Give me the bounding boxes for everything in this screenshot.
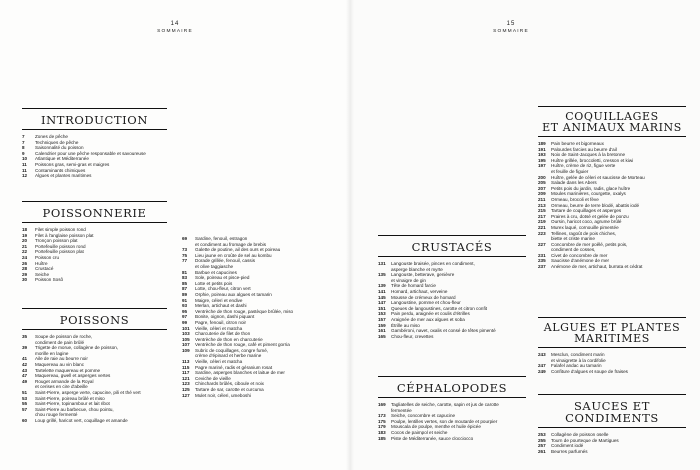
entry-title: Mouscala de poulpe, menthe et huile épicée bbox=[391, 424, 481, 430]
entry-page-number: 159 bbox=[378, 322, 386, 328]
entry-title: Rouget armande de la Royal et cerises en cire d'abeille bbox=[35, 378, 94, 390]
entry-title: Crustacé bbox=[35, 266, 54, 272]
toc-entry bbox=[22, 334, 167, 345]
entry-title: Poisson Sosô bbox=[35, 277, 64, 283]
section-title: SAUCES ET CONDIMENTS bbox=[565, 399, 659, 425]
entry-page-number: 87 bbox=[182, 286, 188, 292]
entry-title: Ventrèche de thon rouge, café et piment gorria bbox=[195, 342, 290, 348]
entry-page-number: 42 bbox=[22, 361, 28, 367]
entry-page-number: 231 bbox=[538, 252, 546, 258]
section-title: INTRODUCTION bbox=[41, 113, 148, 127]
entry-page-number: 7 bbox=[22, 134, 25, 139]
toc-entry bbox=[538, 449, 686, 455]
entry-title: Gambéroni, navet, oxalis et consé de têtes pimenté bbox=[391, 328, 496, 334]
entry-page-number: 161 bbox=[378, 328, 386, 334]
entry-title: Aile de raie au beurre noir bbox=[35, 356, 88, 362]
entry-page-number: 41 bbox=[22, 356, 28, 362]
section-rule bbox=[22, 129, 167, 130]
section-poissonnerie bbox=[22, 201, 167, 283]
left-page-header bbox=[145, 20, 205, 36]
section-poissons bbox=[22, 308, 167, 424]
entry-list bbox=[378, 402, 526, 441]
title-line: ALGUES ET PLANTES bbox=[543, 321, 681, 334]
section-crustaces bbox=[378, 235, 526, 339]
entry-title: Étrille au miso bbox=[391, 322, 420, 328]
entry-title: Maquereau au vin blanc bbox=[35, 361, 85, 367]
entry-title: Saint-Pierre, topinambour et lait ribot bbox=[35, 401, 110, 407]
entry-title: Condiment iodé bbox=[551, 443, 584, 449]
entry-title: Zones de pêche bbox=[35, 134, 68, 139]
entry-title: Lotte et petits pois bbox=[195, 280, 233, 286]
entry-list bbox=[378, 261, 526, 339]
entry-title: Beurres parfumés bbox=[551, 448, 588, 454]
entry-page-number: 127 bbox=[182, 392, 190, 398]
entry-title: Charcuterie de filet de thon bbox=[195, 331, 251, 337]
entry-title: Atlantique et Méditerranée bbox=[35, 156, 89, 162]
section-rule bbox=[538, 427, 686, 428]
entry-title: Saint-Pierre, poireau brûlé et miso bbox=[35, 395, 105, 401]
entry-page-number: 115 bbox=[182, 364, 190, 370]
entry-title: Loup grillé, haricot vert, coquillage et amande bbox=[35, 417, 128, 423]
page-label: SOMMAIRE bbox=[157, 29, 193, 34]
section-algues bbox=[538, 317, 686, 374]
entry-page-number: 10 bbox=[22, 156, 28, 162]
entry-page-number: 49 bbox=[22, 378, 28, 384]
entry-title: Chinchards brûlés, ciboule et noix bbox=[195, 381, 264, 387]
entry-title: Tagliatelles de seiche, carotte, sapin et jus de carotte fermentée bbox=[391, 402, 499, 413]
section-title: POISSONS bbox=[59, 313, 130, 327]
entry-title: Filet simple poisson rond bbox=[35, 227, 86, 232]
entry-page-number: 151 bbox=[378, 305, 386, 311]
entry-page-number: 125 bbox=[182, 387, 190, 393]
entry-page-number: 243 bbox=[538, 352, 546, 357]
entry-page-number: 73 bbox=[182, 247, 188, 253]
right-page bbox=[350, 0, 700, 470]
entry-title: Saint-Pierre au barbecue, chou pointu, chou rouge fermenté bbox=[35, 406, 114, 418]
entry-page-number: 11 bbox=[22, 167, 27, 173]
entry-title: Saint-Pierre, asperge verte, capucine, pili et thé vert bbox=[35, 389, 141, 395]
entry-title: Poulpe, lentilles vertes, son de moutarde et pourpier bbox=[391, 418, 498, 424]
entry-page-number: 207 bbox=[538, 185, 546, 191]
entry-page-number: 211 bbox=[538, 196, 546, 202]
entry-page-number: 223 bbox=[538, 230, 546, 236]
toc-entry bbox=[538, 352, 686, 363]
entry-title: Queues de langoustines, carotte et citron confit bbox=[391, 305, 488, 311]
section-title: CÉPHALOPODES bbox=[396, 381, 508, 395]
entry-page-number: 9 bbox=[22, 150, 25, 156]
entry-title: Mesclun, condiment marin et vinaigrette à la cordifolie bbox=[551, 352, 606, 363]
entry-page-number: 261 bbox=[538, 448, 546, 454]
entry-page-number: 145 bbox=[378, 294, 386, 300]
entry-list bbox=[22, 134, 167, 179]
entry-page-number: 165 bbox=[378, 333, 386, 339]
entry-page-number: 26 bbox=[22, 260, 28, 266]
toc-entry bbox=[22, 345, 167, 356]
entry-title: Mousse de crémeux de homard bbox=[391, 294, 456, 300]
page-label: SOMMAIRE bbox=[493, 29, 529, 34]
section-title: CRUSTACÉS bbox=[411, 240, 493, 254]
entry-page-number: 12 bbox=[22, 173, 28, 179]
toc-entry bbox=[538, 264, 686, 270]
entry-page-number: 21 bbox=[22, 243, 28, 249]
entry-title: Moules marinières, courgette, oxalys bbox=[551, 191, 626, 197]
entry-title: Cocos de paimpol et seiche bbox=[391, 429, 448, 435]
entry-page-number: 7 bbox=[22, 139, 25, 145]
entry-title: Pain beurre et bigorneaux bbox=[551, 141, 604, 146]
entry-title: Confiture d'algues et soupe de fraises bbox=[551, 368, 628, 374]
entry-title: Sardine, asperges blanches et laitue de mer bbox=[195, 370, 285, 376]
entry-title: Seiche bbox=[35, 271, 50, 277]
entry-page-number: 257 bbox=[538, 443, 546, 449]
entry-title: Subric de coquillages, congre fumé, crème d'épinard et herbe marine bbox=[195, 347, 269, 359]
entry-title: Pain perdu, araignée et coulis d'étrilles bbox=[391, 311, 470, 317]
toc-entry bbox=[22, 277, 167, 283]
entry-page-number: 35 bbox=[22, 334, 28, 339]
entry-page-number: 237 bbox=[538, 264, 546, 270]
entry-title: Pagre mariné, radis et géranium rosat bbox=[195, 364, 273, 370]
entry-title: Ceviche de vieille bbox=[195, 375, 231, 381]
entry-title: Tourn de pourteque de Martigues bbox=[551, 437, 619, 443]
entry-page-number: 153 bbox=[378, 311, 386, 317]
entry-page-number: 75 bbox=[182, 252, 188, 258]
entry-page-number: 191 bbox=[538, 146, 546, 152]
toc-entry bbox=[22, 173, 167, 179]
entry-title: Saisonnalité du poisson bbox=[35, 145, 84, 151]
entry-page-number: 95 bbox=[182, 308, 188, 314]
entry-page-number: 213 bbox=[538, 202, 546, 208]
entry-title: Orphie, poireau aux algues et tamarin bbox=[195, 291, 272, 297]
entry-title: Portefeuille poisson rond bbox=[35, 243, 86, 249]
entry-title: Calendrier pour une pêche responsable et savoureuse bbox=[35, 150, 146, 156]
entry-title: Tête de homard farcie bbox=[391, 283, 436, 289]
entry-title: Anémone de mer, artichaut, burrata et cédrat bbox=[551, 264, 643, 270]
entry-page-number: 39 bbox=[22, 345, 28, 351]
entry-page-number: 235 bbox=[538, 258, 546, 264]
entry-title: Huître, gelée de céleri et saucisse de Morteau bbox=[551, 174, 645, 180]
section-title bbox=[538, 107, 686, 136]
section-sauces bbox=[538, 394, 686, 454]
entry-page-number: 169 bbox=[378, 402, 386, 407]
entry-title: Araignée de mer aux algues et soba bbox=[391, 316, 465, 322]
entry-page-number: 173 bbox=[378, 413, 386, 419]
toc-entry bbox=[182, 258, 332, 269]
entry-title: Tronçon poisson plat bbox=[35, 238, 78, 244]
entry-title: Bonite, oignon, dashi piquant bbox=[195, 314, 255, 320]
toc-entry bbox=[182, 236, 332, 247]
entry-title: Poissons gras, semi-gras et maigres bbox=[35, 161, 110, 167]
entry-page-number: 217 bbox=[538, 213, 546, 219]
entry-page-number: 89 bbox=[182, 291, 188, 297]
entry-page-number: 193 bbox=[538, 152, 546, 158]
entry-page-number: 253 bbox=[538, 432, 546, 437]
entry-page-number: 85 bbox=[182, 280, 188, 286]
entry-page-number: 205 bbox=[538, 180, 546, 186]
entry-page-number: 24 bbox=[22, 254, 28, 260]
right-page-header bbox=[481, 20, 541, 36]
section-poissons-continued bbox=[182, 236, 332, 398]
entry-page-number: 109 bbox=[182, 347, 190, 353]
entry-title: Langoustine, pomme et chou-fleur bbox=[391, 300, 461, 306]
entry-page-number: 189 bbox=[538, 141, 546, 146]
entry-title: Algues et plantes maritimes bbox=[35, 173, 92, 179]
entry-title: Sardine, fenouil, estragon et condiment au fromage de brebis bbox=[195, 236, 266, 247]
entry-title: Trigette de morue, collagène de poisson, morille en lagine bbox=[35, 345, 119, 356]
entry-page-number: 81 bbox=[182, 269, 188, 275]
entry-page-number: 183 bbox=[378, 429, 386, 435]
toc-entry bbox=[538, 231, 686, 242]
entry-title: Civet de concombre de mer bbox=[551, 252, 608, 258]
book-gutter bbox=[346, 0, 354, 470]
title-line: ET ANIMAUX MARINS bbox=[542, 121, 682, 134]
entry-title: Merlan, artichaut et dashi bbox=[195, 303, 247, 309]
entry-page-number: 29 bbox=[22, 271, 28, 277]
entry-title: Maquereau, gwell et asperges vertes bbox=[35, 373, 111, 379]
entry-title: Lieu jaune en croûte de sel au kombu bbox=[195, 252, 272, 258]
toc-entry bbox=[22, 407, 167, 418]
entry-list bbox=[182, 236, 332, 398]
entry-title: Ormeau, brocoli et fève bbox=[551, 196, 599, 202]
toc-entry bbox=[378, 334, 526, 340]
entry-page-number: 28 bbox=[22, 266, 28, 272]
entry-list bbox=[538, 141, 686, 270]
entry-page-number: 157 bbox=[378, 316, 386, 322]
entry-title: Tartelette maquereau et pomme bbox=[35, 367, 101, 373]
entry-page-number: 249 bbox=[538, 368, 546, 374]
entry-title: Soupe de poisson de roche, condiment de pain brûlé bbox=[35, 334, 93, 345]
entry-title: Falafel andac au tamarin bbox=[551, 363, 602, 369]
entry-title: Murex laqué, cornouille pimentée bbox=[551, 224, 619, 230]
entry-page-number: 83 bbox=[182, 275, 188, 281]
entry-title: Mulet noir, céleri, umeboshi bbox=[195, 392, 251, 398]
entry-title: Huître, crème de riz, figue verte et feuille de figuier bbox=[551, 163, 616, 174]
entry-page-number: 247 bbox=[538, 363, 546, 369]
entry-page-number: 103 bbox=[182, 331, 190, 337]
section-rule bbox=[22, 329, 167, 330]
toc-entry bbox=[22, 379, 167, 390]
entry-list bbox=[22, 227, 167, 283]
entry-title: Contaminants chimiques bbox=[35, 167, 86, 173]
entry-title: Petits pois du jardin, radis, glace huître bbox=[551, 185, 631, 191]
section-coquillages bbox=[538, 106, 686, 270]
toc-entry bbox=[538, 369, 686, 375]
entry-page-number: 55 bbox=[22, 401, 28, 407]
entry-title: Ventrèche de thon rouge, pastèque brûlée, miso bbox=[195, 308, 294, 314]
entry-page-number: 135 bbox=[378, 272, 386, 278]
entry-page-number: 175 bbox=[378, 418, 386, 424]
entry-page-number: 147 bbox=[378, 300, 386, 306]
entry-list bbox=[538, 432, 686, 454]
entry-page-number: 11 bbox=[22, 161, 27, 167]
entry-title: Piste de Méditerranée, sauce clocciocco bbox=[391, 435, 474, 441]
entry-page-number: 51 bbox=[22, 389, 28, 395]
page-number: 14 bbox=[170, 21, 180, 27]
section-title bbox=[538, 318, 686, 347]
entry-page-number: 139 bbox=[378, 283, 386, 289]
entry-list bbox=[538, 352, 686, 374]
toc-entry bbox=[182, 348, 332, 359]
entry-title: Poisson cru bbox=[35, 254, 60, 260]
toc-entry bbox=[378, 436, 526, 442]
section-rule bbox=[22, 222, 167, 223]
entry-title: Chou-fleur, crevettes bbox=[391, 333, 434, 339]
entry-list bbox=[22, 334, 167, 424]
toc-entry bbox=[538, 163, 686, 174]
toc-entry bbox=[538, 242, 686, 253]
entry-title: Huître bbox=[35, 260, 48, 266]
section-rule bbox=[538, 136, 686, 137]
entry-page-number: 123 bbox=[182, 381, 190, 387]
entry-page-number: 227 bbox=[538, 241, 546, 247]
entry-page-number: 22 bbox=[22, 249, 28, 255]
entry-title: Techniques de pêche bbox=[35, 139, 79, 145]
entry-page-number: 60 bbox=[22, 417, 28, 423]
page-number: 15 bbox=[506, 21, 516, 27]
entry-page-number: 93 bbox=[182, 303, 188, 309]
entry-title: Ventrèche de thon en charcuterie bbox=[195, 336, 263, 342]
entry-page-number: 107 bbox=[182, 342, 190, 348]
entry-page-number: 30 bbox=[22, 277, 28, 283]
entry-title: Sole, poireau et pisce-pied bbox=[195, 275, 250, 281]
entry-title: Seiche, concombre et capucine bbox=[391, 413, 456, 419]
entry-title: Barbue et capucines bbox=[195, 269, 237, 275]
entry-title: Ormeau, beurre de terre blodé, abattis iodé bbox=[551, 202, 640, 208]
section-rule bbox=[378, 256, 526, 257]
entry-title: Galette de poutine, ail des ours et poireau bbox=[195, 247, 281, 253]
entry-title: Tartare de coquillages et asperges bbox=[551, 208, 622, 214]
toc-entry bbox=[378, 272, 526, 283]
entry-title: Langouste, betterave, genièvre et vinaigre de gin bbox=[391, 272, 455, 283]
entry-page-number: 77 bbox=[182, 258, 188, 264]
entry-title: Dorade grillée, fenouil, cassis et olive taggiasche bbox=[195, 258, 256, 269]
title-line: COQUILLAGES bbox=[565, 110, 659, 123]
entry-page-number: 221 bbox=[538, 224, 546, 230]
entry-page-number: 105 bbox=[182, 336, 190, 342]
entry-page-number: 47 bbox=[22, 373, 28, 379]
section-introduction bbox=[22, 108, 167, 179]
entry-title: Pagre, fenouil, citron noir bbox=[195, 319, 247, 325]
toc-entry bbox=[22, 418, 167, 424]
entry-page-number: 209 bbox=[538, 191, 546, 197]
entry-title: Maigre, céleri et endive bbox=[195, 297, 243, 303]
entry-title: Concombre de mer poêlé, petits pois, condiment de cosses, bbox=[551, 241, 628, 253]
entry-title: Huître grillée, broccoletti, cresson et kiwi bbox=[551, 157, 634, 163]
entry-page-number: 131 bbox=[378, 261, 386, 266]
entry-page-number: 99 bbox=[182, 319, 188, 325]
entry-page-number: 91 bbox=[182, 297, 188, 303]
entry-page-number: 20 bbox=[22, 238, 28, 244]
entry-title: Filet à l'anglaise poisson plat bbox=[35, 232, 94, 238]
entry-title: Homard, artichaut, verveine bbox=[391, 288, 448, 294]
entry-page-number: 43 bbox=[22, 367, 28, 373]
entry-page-number: 215 bbox=[538, 208, 546, 214]
entry-page-number: 101 bbox=[182, 325, 190, 331]
section-title: POISSONNERIE bbox=[42, 206, 147, 220]
entry-title: Tartare de sar, carotte et curcuma bbox=[195, 387, 264, 393]
entry-page-number: 141 bbox=[378, 288, 386, 294]
entry-title: Saucisse d'anémone de mer bbox=[551, 258, 610, 264]
entry-page-number: 117 bbox=[182, 370, 190, 376]
toc-entry bbox=[182, 393, 332, 399]
entry-title: Vieille, céleri et matcha bbox=[195, 325, 243, 331]
entry-page-number: 97 bbox=[182, 314, 188, 320]
entry-title: Langouste braisée, pinces en condiment, asperge blanche et myrte bbox=[391, 261, 475, 272]
entry-page-number: 185 bbox=[378, 435, 386, 441]
entry-title: Oursin, haricot coco, agrume brûlé bbox=[551, 219, 622, 225]
toc-entry bbox=[378, 402, 526, 413]
toc-entry bbox=[378, 261, 526, 272]
entry-page-number: 200 bbox=[538, 174, 546, 180]
section-rule bbox=[378, 397, 526, 398]
section-cephalopodes bbox=[378, 376, 526, 441]
entry-page-number: 197 bbox=[538, 163, 546, 169]
title-line: MARITIMES bbox=[574, 332, 650, 345]
entry-title: Salade dans les Abers bbox=[551, 180, 597, 186]
entry-page-number: 19 bbox=[22, 232, 28, 238]
entry-title: Vieille, céleri et matcha bbox=[195, 359, 243, 365]
entry-page-number: 57 bbox=[22, 406, 28, 412]
entry-title: Noix de Saint-Jacques à la bretonne bbox=[551, 152, 626, 158]
entry-page-number: 195 bbox=[538, 157, 546, 163]
entry-page-number: 219 bbox=[538, 219, 546, 225]
entry-page-number: 255 bbox=[538, 437, 546, 443]
entry-title: Tellines, ragoût de pois chiches, biette et criste marine bbox=[551, 230, 617, 242]
entry-page-number: 179 bbox=[378, 424, 386, 430]
entry-page-number: 113 bbox=[182, 359, 190, 365]
entry-title: Palourdes farcies au beurre d'ail bbox=[551, 146, 617, 152]
entry-page-number: 8 bbox=[22, 145, 25, 151]
entry-title: Praires à cru, dotsé et gelée de ponzu bbox=[551, 213, 629, 219]
entry-title: Lotte, chou-fleur, citron vert bbox=[195, 286, 251, 292]
entry-title: Portefeuille poisson plat bbox=[35, 249, 84, 255]
entry-page-number: 53 bbox=[22, 395, 28, 401]
section-rule bbox=[538, 347, 686, 348]
entry-page-number: 18 bbox=[22, 227, 28, 232]
entry-page-number: 121 bbox=[182, 375, 190, 381]
entry-page-number: 69 bbox=[182, 236, 188, 241]
entry-title: Collagène de poisson oselle bbox=[551, 432, 609, 437]
